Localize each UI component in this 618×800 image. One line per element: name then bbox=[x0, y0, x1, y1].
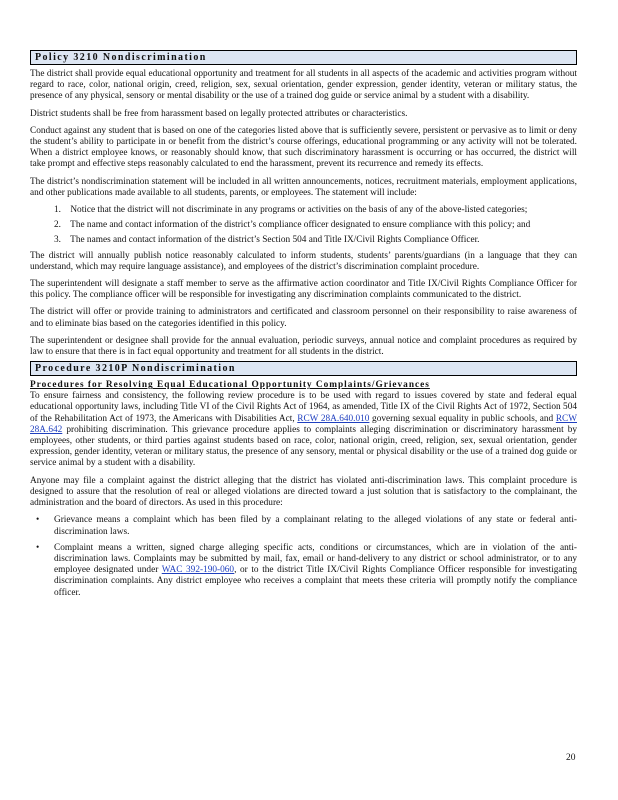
page-number: 20 bbox=[566, 753, 576, 763]
rcw-28a-642-link[interactable]: RCW 28A.642 bbox=[30, 413, 577, 435]
paragraph-text: governing sexual equality in public schools, and bbox=[372, 413, 554, 424]
list-item bbox=[50, 220, 577, 231]
rcw-28a-640-010-link[interactable]: RCW 28A.640.010 bbox=[297, 413, 370, 424]
list-item bbox=[50, 235, 577, 246]
procedure-paragraph-1 bbox=[30, 391, 577, 469]
wac-392-190-060-link[interactable]: WAC 392-190-060 bbox=[161, 565, 235, 576]
policy-paragraph-1: The district shall provide equal educational opportunity and treatment for all students in all aspects of the academic and activities program without regard to race, color, national origin, creed, religion, sex, sexual orientation, gender expression, gender identity, veteran or military status, the presence of any physical, sensory or mental disability or the use of a trained dog guide or service animal by a student with a disability. bbox=[30, 69, 577, 102]
paragraph-text: prohibiting discrimination. This grievance procedure applies to complaints alleging discrimination or discriminatory harassment by employees, other students, or third parties against students based on race, color, national origin, creed, religion, sex, sexual orientation, gender expression, gender identity, veteran or military status, the presence of any sensory, mental or physical disability or the use of a trained dog guide or service animal by a student with a disability. bbox=[30, 424, 577, 469]
document-page bbox=[30, 50, 577, 604]
policy-paragraph-6: The superintendent will designate a staff member to serve as the affirmative action coordinator and Title IX/Civil Rights Compliance Officer for this policy. The compliance officer will be responsible for investigating any discrimination complaints communicated to the district. bbox=[30, 279, 577, 301]
policy-paragraph-2: District students shall be free from harassment based on legally protected attributes or characteristics. bbox=[30, 108, 408, 119]
list-number: 1. bbox=[54, 205, 61, 216]
procedure-subheading: Procedures for Resolving Equal Educational Opportunity Complaints/Grievances bbox=[30, 380, 430, 391]
definitions-list bbox=[30, 515, 577, 598]
policy-paragraph-3: Conduct against any student that is based on one of the categories listed above that is sufficiently severe, persistent or pervasive as to limit or deny the student’s ability to participate in or benefit from the district’s course offerings, educational programming or any activity will not be tolerated. When a district employee knows, or reasonably should know, that such discriminatory harassment is occurring or has occurred, the district will take prompt and effective steps reasonably calculated to end the harassment, prevent its recurrence and remedy its effects. bbox=[30, 125, 577, 170]
policy-paragraph-7: The district will offer or provide training to administrators and certificated and classroom personnel on their responsibility to raise awareness of and to eliminate bias based on the categories identified in this policy. bbox=[30, 307, 577, 329]
policy-paragraph-8: The superintendent or designee shall provide for the annual evaluation, periodic surveys, annual notice and complaint procedures as required by law to ensure that there is in fact equal opportunity and treatment for all students in the district. bbox=[30, 335, 577, 358]
list-text: Complaint means a written, signed charge alleging specific acts, conditions or circumstances, which are in violation of the anti-discrimination laws. Complaints may be submitted by mail, fax, email or hand-delivery to any district or school administrator, or to any employee designated under bbox=[54, 542, 577, 576]
list-text: Notice that the district will not discriminate in any programs or activities on the basis of any of the above-listed categories; bbox=[70, 205, 528, 216]
list-text: The names and contact information of the district’s Section 504 and Title IX/Civil Rights Compliance Officer. bbox=[70, 235, 480, 246]
list-item bbox=[50, 205, 577, 216]
list-item bbox=[50, 543, 577, 599]
list-text: The name and contact information of the district’s compliance officer designated to ensure compliance with this policy; and bbox=[70, 220, 531, 231]
policy-paragraph-4: The district’s nondiscrimination statement will be included in all written announcements, notices, recruitment materials, employment applications, and other publications made available to all students, parents, or employees. The statement will include: bbox=[30, 176, 577, 198]
procedure-paragraph-2: Anyone may file a complaint against the district alleging that the district has violated anti-discrimination laws. This complaint procedure is designed to assure that the resolution of real or alleged violations are directed toward a just solution that is satisfactory to the complainant, the administration and the board of directors. As used in this procedure: bbox=[30, 475, 577, 509]
list-text: , or to the district Title IX/Civil Rights Compliance Officer responsible for investigating discrimination complaints. Any district employee who receives a complaint that meets these criteria will promptly notify the compliance officer. bbox=[54, 565, 578, 598]
policy-header: Policy 3210 Nondiscrimination bbox=[30, 50, 577, 65]
list-number: 3. bbox=[54, 235, 61, 246]
list-item: • Grievance means a complaint which has been filed by a complainant relating to the alleged violations of any state or federal anti-discrimination laws. bbox=[50, 515, 577, 537]
list-number: 2. bbox=[54, 220, 61, 231]
policy-paragraph-5: The district will annually publish notice reasonably calculated to inform students, students’ parents/guardians (in a language that they can understand, which may require language assistance), and employees of the district’s discrimination complaint procedure. bbox=[30, 250, 577, 272]
procedure-header: Procedure 3210P Nondiscrimination bbox=[30, 361, 577, 376]
paragraph-text: To ensure fairness and consistency, the following review procedure is to be used with regard to issues covered by state and federal equal educational opportunity laws, including Title VI of the Civil Rights Act of 1964, as amended, Title IX of the Civil Rights Act of 1972, Section 504 of the Rehabilitation Act of 1973, the Americans with Disabilities Act, bbox=[30, 391, 577, 424]
statement-list bbox=[30, 205, 577, 247]
